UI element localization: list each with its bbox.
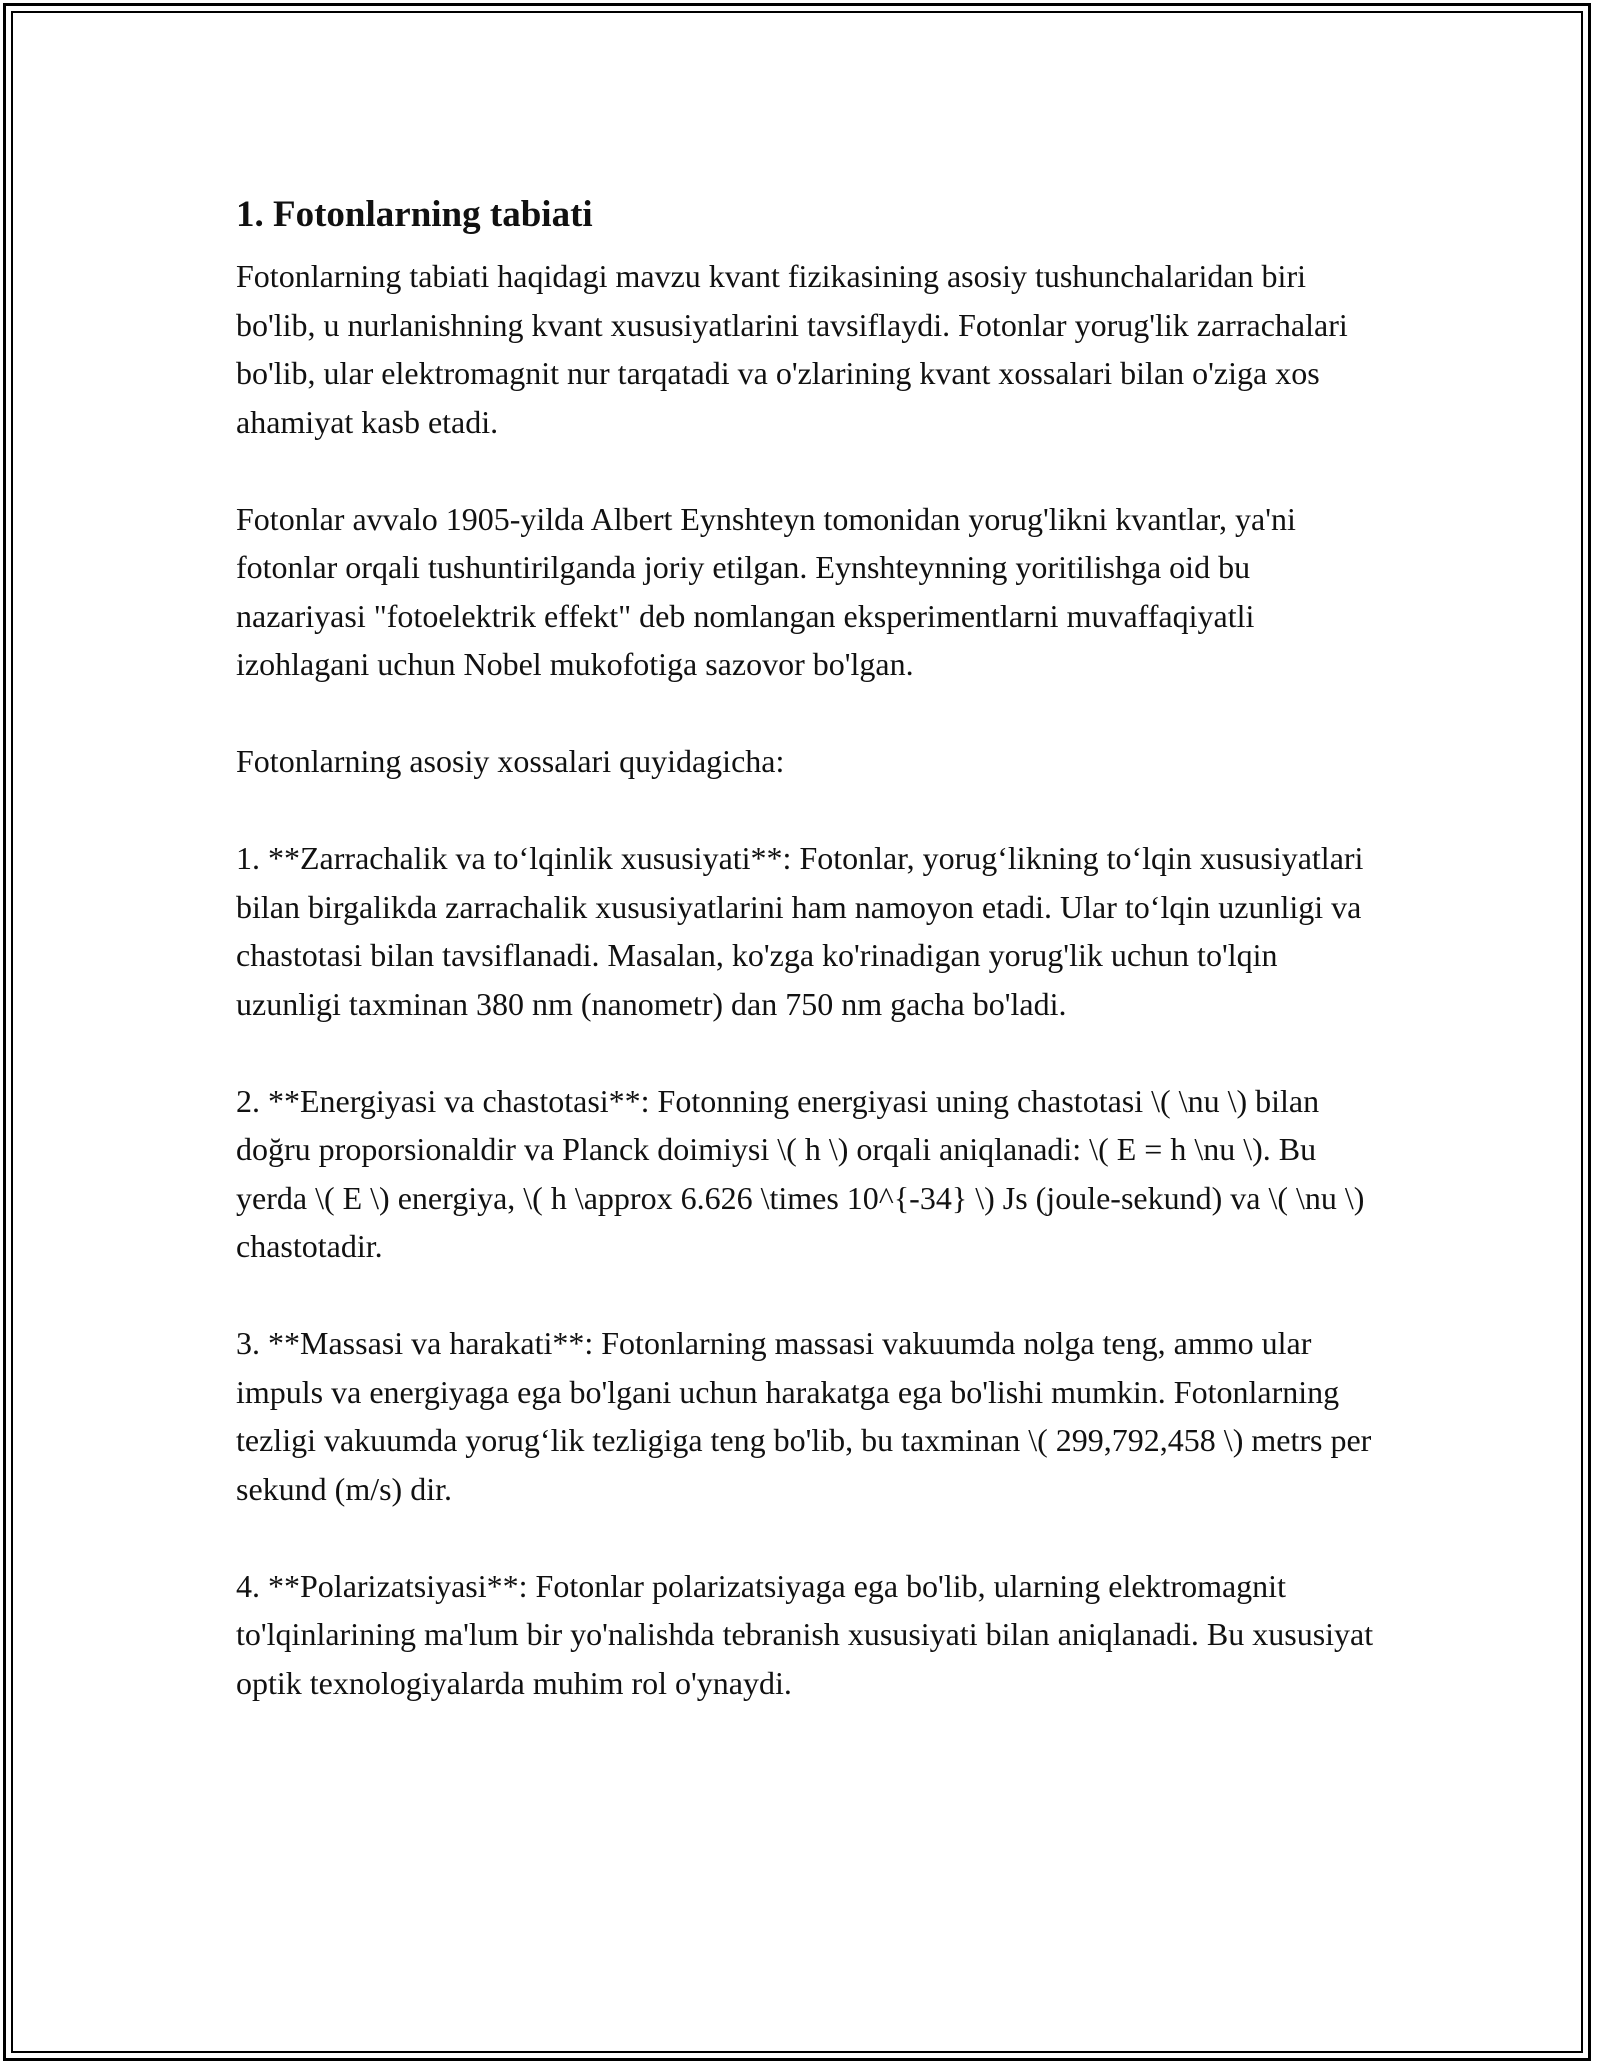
properties-intro-paragraph: Fotonlarning asosiy xossalari quyidagicha: <box>236 743 785 779</box>
history-paragraph: Fotonlar avvalo 1905-yilda Albert Eynshteyn tomonidan yorug'likni kvantlar, ya'ni fotonlar orqali tushuntirilganda joriy etilgan. Eynshteynning yoritilishga oid bu nazariyasi "fotoelektrik effekt" deb nomlangan eksperimentlarni muvaffaqiyatli izohlagani uchun Nobel mukofotiga sazovor bo'lgan. <box>236 500 1296 682</box>
document-body <box>236 186 1376 1756</box>
property-item-polarization: 4. **Polarizatsiyasi**: Fotonlar polarizatsiyaga ega bo'lib, ularning elektromagnit to'lqinlarining ma'lum bir yo'nalishda tebranish xususiyati bilan aniqlanadi. Bu xususiyat optik texnologiyalarda muhim rol o'ynaydi. <box>236 1567 1374 1701</box>
property-item-wave-particle: 1. **Zarrachalik va to‘lqinlik xususiyati**: Fotonlar, yorug‘likning to‘lqin xususiyatlari bilan birgalikda zarrachalik xususiyatlarini ham namoyon etadi. Ular to‘lqin uzunligi va chastotasi bilan tavsiflanadi. Masalan, ko'zga ko'rinadigan yorug'lik uchun to'lqin uzunligi taxminan 380 nm (nanometr) dan 750 nm gacha bo'ladi. <box>236 840 1364 1022</box>
intro-paragraph: Fotonlarning tabiati haqidagi mavzu kvant fizikasining asosiy tushunchalaridan biri bo'lib, u nurlanishning kvant xususiyatlarini tavsiflaydi. Fotonlar yorug'lik zarrachalari bo'lib, ular elektromagnit nur tarqatadi va o'zlarining kvant xossalari bilan o'ziga xos ahamiyat kasb etadi. <box>236 258 1348 440</box>
section-heading: 1. Fotonlarning tabiati <box>236 194 593 235</box>
property-item-energy-frequency: 2. **Energiyasi va chastotasi**: Fotonning energiyasi uning chastotasi \( \nu \) bilan doğru proporsionaldir va Planck doimiysi \( h \) orqali aniqlanadi: \( E = h \nu \). Bu yerda \( E \) energiya, \( h \approx 6.626 \times 10^{-34} \) Js (joule-sekund) va \( \nu \) chastotadir. <box>236 1082 1365 1264</box>
property-item-mass-motion: 3. **Massasi va harakati**: Fotonlarning massasi vakuumda nolga teng, ammo ular impuls va energiyaga ega bo'lgani uchun harakatga ega bo'lishi mumkin. Fotonlarning tezligi vakuumda yorug‘lik tezligiga teng bo'lib, bu taxminan \( 299,792,458 \) metrs per sekund (m/s) dir. <box>236 1325 1372 1507</box>
